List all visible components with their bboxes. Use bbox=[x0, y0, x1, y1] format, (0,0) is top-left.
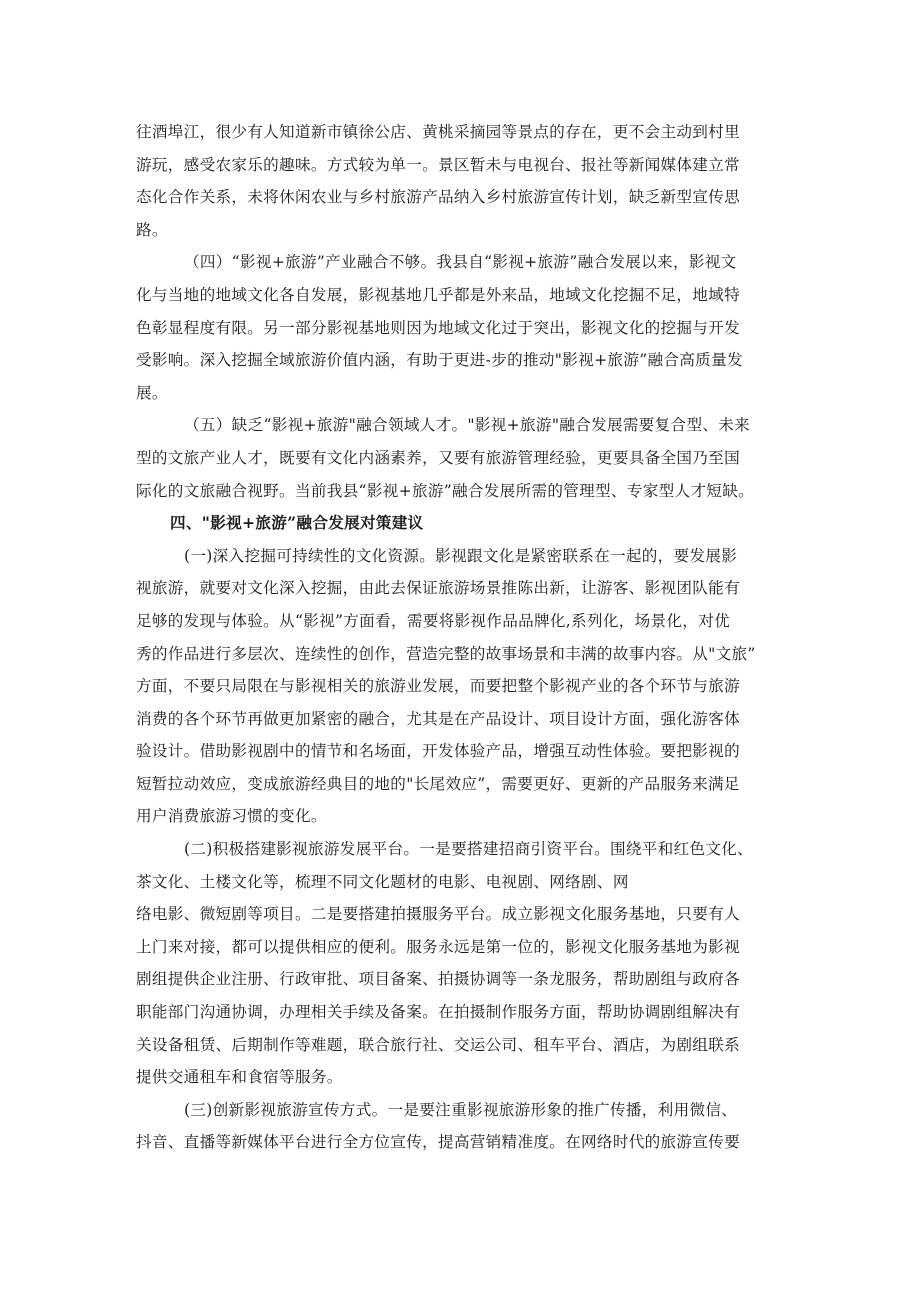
text-line: 色彰显程度有限。另一部分影视基地则因为地域文化过于突出，影视文化的挖掘与开发 bbox=[136, 318, 740, 337]
text-line: 验设计。借助影视剧中的情节和名场面，开发体验产品，增强互动性体验。要把影视的 bbox=[136, 742, 740, 761]
text-line: 剧组提供企业注册、行政审批、项目备案、拍摄协调等一条龙服务，帮助剧组与政府各 bbox=[136, 970, 740, 989]
paragraph-cultural-resources bbox=[136, 540, 796, 833]
text-line: 上门来对接，都可以提供相应的便利。服务永远是第一位的，影视文化服务基地为影视 bbox=[136, 937, 740, 956]
text-line: 路。 bbox=[136, 220, 168, 239]
text-line: （四）“影视+旅游”产业融合不够。我县自“影视+旅游”融合发展以来，影视文 bbox=[184, 253, 737, 272]
text-line: 秀的作品进行多层次、连续性的创作，营造完整的故事场景和丰满的故事内容。从"文旅” bbox=[136, 644, 756, 663]
text-line: 型的文旅产业人才，既要有文化内涵素养，又要有旅游管理经验，更要具备全国乃至国 bbox=[136, 448, 740, 467]
text-line: 用户消费旅游习惯的变化。 bbox=[136, 807, 327, 826]
text-line: 视旅游，就要对文化深入挖掘，由此去保证旅游场景推陈出新，让游客、影视团队能有 bbox=[136, 579, 740, 598]
text-line: 消费的各个环节再做更加紧密的融合，尤其是在产品设计、项目设计方面，强化游客体 bbox=[136, 709, 740, 728]
text-line: 化与当地的地域文化各自发展，影视基地几乎都是外来品，地域文化挖掘不足，地域特 bbox=[136, 285, 740, 304]
text-line: (一)深入挖掘可持续性的文化资源。影视跟文化是紧密联系在一起的，要发展影 bbox=[184, 546, 738, 565]
paragraph-development-platform bbox=[136, 833, 796, 1094]
text-line: 关设备租赁、后期制作等难题，联合旅行社、交运公司、租车平台、酒店，为剧组联系 bbox=[136, 1035, 740, 1054]
text-line: 际化的文旅融合视野。当前我县“影视+旅游”融合发展所需的管理型、专家型人才短缺。 bbox=[136, 481, 754, 500]
paragraph-promotion-continued bbox=[136, 116, 796, 246]
text-line: 方面，不要只局限在与影视相关的旅游业发展，而要把整个影视产业的各个环节与旅游 bbox=[136, 677, 740, 696]
text-line: 抖音、直播等新媒体平台进行全方位宣传，提高营销精准度。在网络时代的旅游宣传要 bbox=[136, 1133, 740, 1152]
text-line: 络电影、微短剧等项目。二是要搭建拍摄服务平台。成立影视文化服务基地，只要有人 bbox=[136, 905, 740, 924]
text-line: 受影响。深入挖掘全域旅游价值内涵，有助于更进-步的推动"影视+旅游”融合高质量发 bbox=[136, 351, 743, 370]
text-line: (三)创新影视旅游宣传方式。一是要注重影视旅游形象的推广传播，利用微信、 bbox=[184, 1100, 738, 1119]
text-line: 短暂拉动效应，变成旅游经典目的地的"长尾效应”，需要更好、更新的产品服务来满足 bbox=[136, 774, 740, 793]
text-line: 职能部门沟通协调，办理相关手续及备案。在拍摄制作服务方面，帮助协调剧组解决有 bbox=[136, 1003, 740, 1022]
text-line: 游玩，感受农家乐的趣味。方式较为单一。景区暂未与电视台、报社等新闻媒体建立常 bbox=[136, 155, 740, 174]
text-line: 足够的发现与体验。从“影视”方面看，需要将影视作品品牌化,系列化，场景化，对优 bbox=[136, 611, 730, 630]
document-body bbox=[136, 116, 796, 1159]
text-line: 展。 bbox=[136, 383, 168, 402]
text-line: （五）缺乏“影视+旅游"融合领域人才。"影视+旅游"融合发展需要复合型、未来 bbox=[184, 416, 751, 435]
paragraph-industry-integration bbox=[136, 246, 796, 409]
text-line: 提供交通租车和食宿等服务。 bbox=[136, 1068, 343, 1087]
text-line: 往酒埠江，很少有人知道新市镇徐公店、黄桃采摘园等景点的存在，更不会主动到村里 bbox=[136, 123, 740, 141]
paragraph-promotion-methods bbox=[136, 1094, 796, 1159]
text-line: 茶文化、土楼文化等，梳理不同文化题材的电影、电视剧、网络剧、网 bbox=[136, 872, 629, 891]
text-line: 态化合作关系，未将休闲农业与乡村旅游产品纳入乡村旅游宣传计划，缺乏新型宣传思 bbox=[136, 188, 740, 207]
section-heading: 四、"影视+旅游”融合发展对策建议 bbox=[170, 513, 424, 533]
paragraph-talent-shortage bbox=[136, 409, 796, 507]
text-line: (二)积极搭建影视旅游发展平台。一是要搭建招商引资平台。围绕平和红色文化、 bbox=[184, 840, 754, 859]
